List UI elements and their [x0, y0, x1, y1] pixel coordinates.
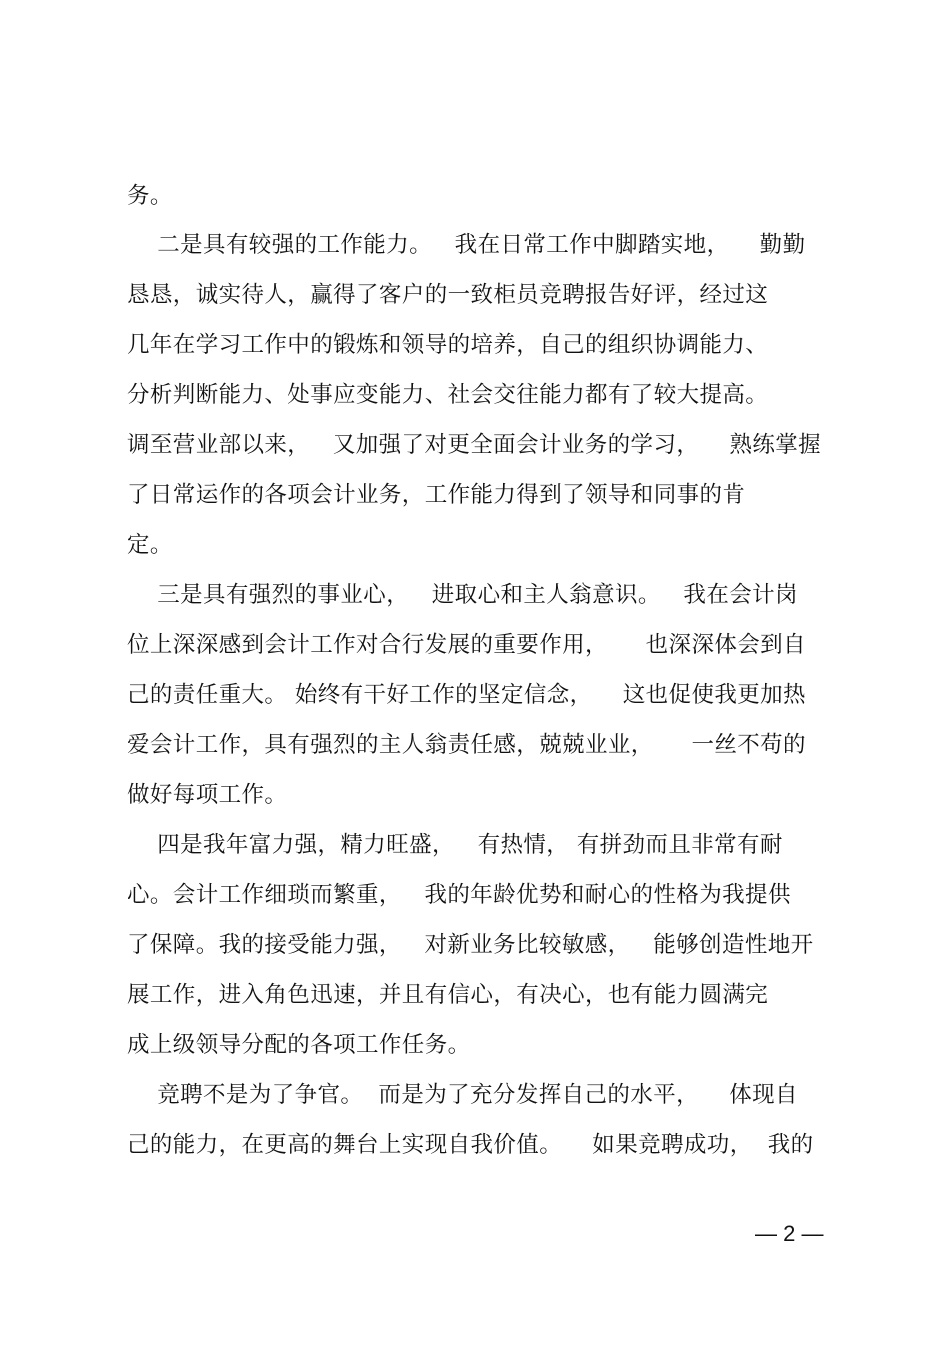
- text-line-11: 己的责任重大。 始终有干好工作的坚定信念， 这也促使我更加热: [127, 682, 806, 708]
- text-line-5: 分析判断能力、处事应变能力、社会交往能力都有了较大提高。: [127, 382, 769, 408]
- text-line-3: 恳恳，诚实待人，赢得了客户的一致柜员竞聘报告好评，经过这: [127, 282, 769, 308]
- page-number: — 2 —: [755, 1221, 824, 1246]
- text-line-15: 心。会计工作细琐而繁重， 我的年龄优势和耐心的性格为我提供: [127, 882, 791, 908]
- text-line-13: 做好每项工作。: [127, 782, 288, 808]
- text-line-16: 了保障。我的接受能力强， 对新业务比较敏感， 能够创造性地开: [127, 932, 814, 958]
- text-line-8: 定。: [127, 532, 173, 558]
- text-line-2: 二是具有较强的工作能力。 我在日常工作中脚踏实地， 勤勤: [127, 232, 806, 258]
- text-line-6: 调至营业部以来， 又加强了对更全面会计业务的学习， 熟练掌握: [127, 432, 822, 458]
- text-line-18: 成上级领导分配的各项工作任务。: [127, 1032, 471, 1058]
- text-line-19: 竞聘不是为了争官。 而是为了充分发挥自己的水平， 体现自: [127, 1082, 798, 1108]
- text-line-17: 展工作，进入角色迅速，并且有信心，有决心，也有能力圆满完: [127, 982, 769, 1008]
- text-line-20: 己的能力，在更高的舞台上实现自我价值。 如果竞聘成功， 我的: [127, 1132, 814, 1158]
- text-line-12: 爱会计工作，具有强烈的主人翁责任感，兢兢业业， 一丝不苟的: [127, 732, 806, 758]
- text-line-1: 务。: [127, 183, 173, 209]
- text-line-10: 位上深深感到会计工作对合行发展的重要作用， 也深深体会到自: [127, 632, 806, 658]
- text-line-9: 三是具有强烈的事业心， 进取心和主人翁意识。 我在会计岗: [127, 582, 798, 608]
- text-line-14: 四是我年富力强，精力旺盛， 有热情， 有拼劲而且非常有耐: [127, 832, 783, 858]
- text-line-4: 几年在学习工作中的锻炼和领导的培养，自己的组织协调能力、: [127, 332, 769, 358]
- text-line-7: 了日常运作的各项会计业务，工作能力得到了领导和同事的肯: [127, 482, 746, 508]
